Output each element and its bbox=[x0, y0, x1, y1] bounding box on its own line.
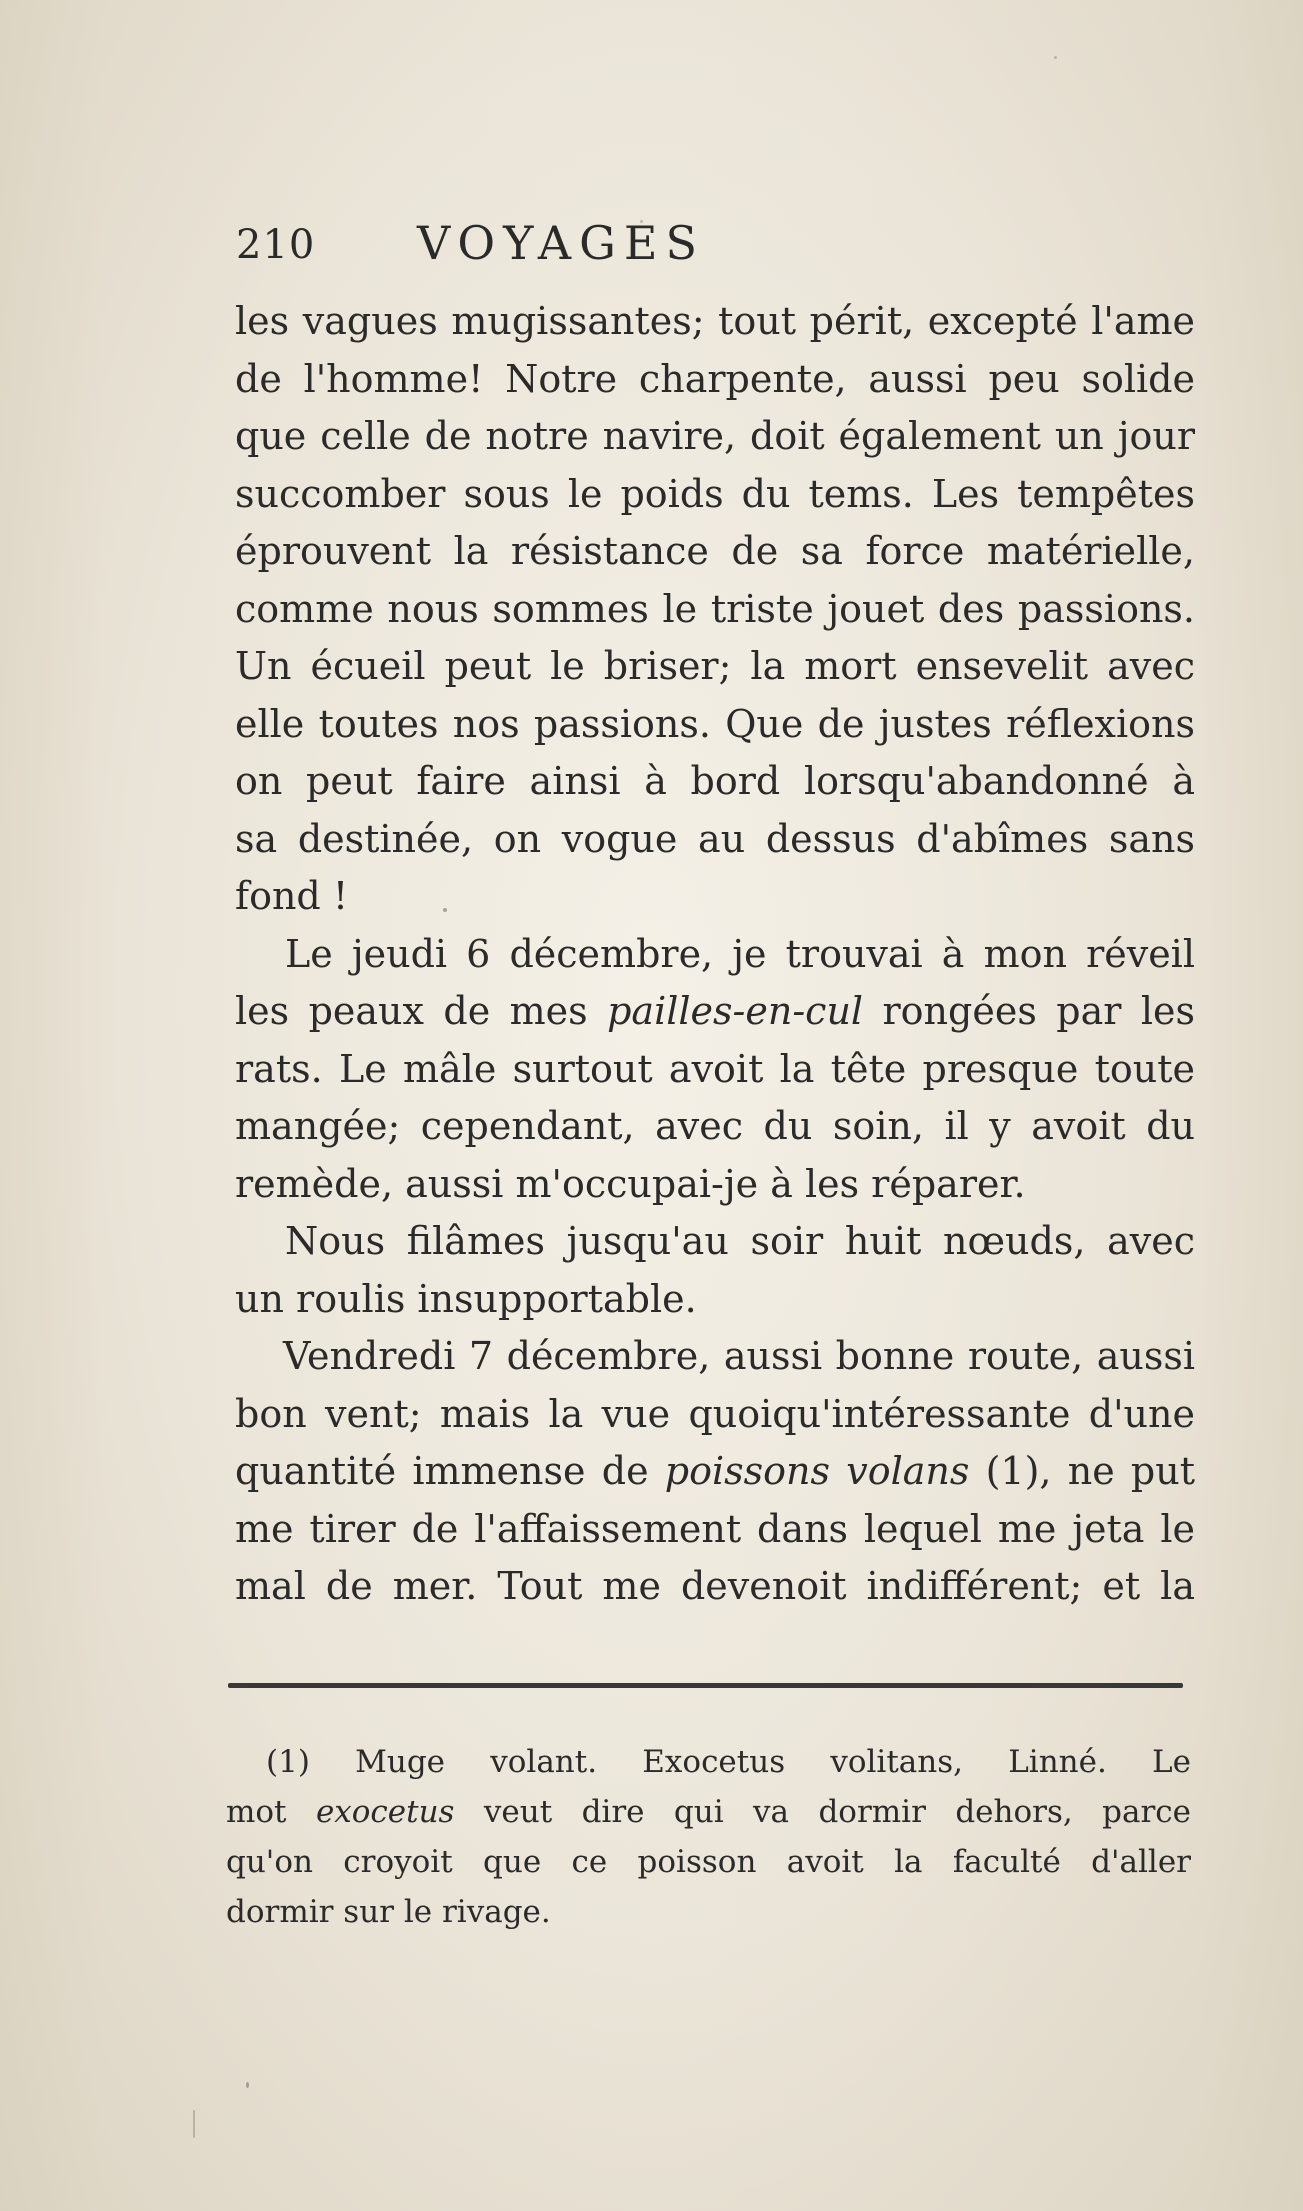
italic-term: poissons volans bbox=[664, 1449, 970, 1493]
text-line: éprouvent la résistance de sa force matérielle, bbox=[235, 529, 1195, 573]
text-line: Nous filâmes jusqu'au soir huit nœuds, avec bbox=[285, 1219, 1195, 1263]
running-head: VOYAGES bbox=[417, 216, 705, 270]
text-line: me tirer de l'affaissement dans lequel me jeta le bbox=[235, 1506, 1195, 1551]
page-header bbox=[236, 216, 886, 276]
text-fragment: veut dire qui va dormir dehors, parce bbox=[454, 1794, 1191, 1830]
text-line: un roulis insupportable. bbox=[235, 1276, 697, 1321]
text-line: comme nous sommes le triste jouet des passions. bbox=[235, 586, 1195, 631]
text-line: Un écueil peut le briser; la mort ensevelit avec bbox=[235, 644, 1195, 688]
footnote bbox=[226, 1737, 1191, 1937]
paper-speck bbox=[193, 2110, 195, 2138]
text-line: remède, aussi m'occupai-je à les réparer. bbox=[235, 1161, 1026, 1206]
text-line bbox=[235, 1443, 1195, 1501]
text-line: mangée; cependant, avec du soin, il y avoit du bbox=[235, 1104, 1195, 1148]
text-line: on peut faire ainsi à bord lorsqu'abandonné à bbox=[235, 759, 1195, 803]
paper-speck bbox=[443, 908, 447, 912]
text-fragment: mot bbox=[226, 1794, 316, 1830]
text-fragment: quantité immense de bbox=[235, 1449, 665, 1493]
text-line: bon vent; mais la vue quoiqu'intéressante d'une bbox=[235, 1391, 1195, 1436]
text-line: succomber sous le poids du tems. Les tempêtes bbox=[235, 471, 1195, 516]
text-line: les vagues mugissantes; tout périt, excepté l'ame bbox=[235, 299, 1195, 343]
footnote-line: (1) Muge volant. Exocetus volitans, Linné. Le bbox=[266, 1744, 1191, 1780]
text-line: Le jeudi 6 décembre, je trouvai à mon réveil bbox=[285, 931, 1195, 976]
footnote-line: dormir sur le rivage. bbox=[226, 1894, 551, 1930]
text-line: que celle de notre navire, doit également un jour bbox=[235, 414, 1195, 458]
footnote-line bbox=[226, 1787, 1191, 1837]
text-line: de l'homme! Notre charpente, aussi peu solide bbox=[235, 356, 1195, 401]
page-number: 210 bbox=[236, 222, 316, 268]
body-text bbox=[235, 293, 1195, 1616]
footnote-line: qu'on croyoit que ce poisson avoit la faculté d'aller bbox=[226, 1844, 1191, 1880]
italic-term: exocetus bbox=[315, 1794, 455, 1830]
paper-speck bbox=[246, 2082, 249, 2088]
text-line: rats. Le mâle surtout avoit la tête presque toute bbox=[235, 1046, 1195, 1091]
text-fragment: les peaux de mes bbox=[235, 989, 608, 1033]
text-line: mal de mer. Tout me devenoit indifférent; et la bbox=[235, 1564, 1195, 1608]
text-fragment: rongées par les bbox=[863, 989, 1195, 1033]
paper-speck bbox=[640, 220, 643, 223]
text-line: fond ! bbox=[235, 874, 349, 918]
text-line: elle toutes nos passions. Que de justes réflexions bbox=[235, 701, 1195, 746]
text-line bbox=[235, 983, 1195, 1041]
text-line: sa destinée, on vogue au dessus d'abîmes sans bbox=[235, 816, 1195, 861]
paper-speck bbox=[1054, 56, 1057, 59]
text-fragment: (1), ne put bbox=[969, 1449, 1195, 1493]
footnote-rule bbox=[228, 1683, 1183, 1688]
text-line: Vendredi 7 décembre, aussi bonne route, aussi bbox=[283, 1334, 1195, 1378]
italic-term: pailles-en-cul bbox=[607, 989, 864, 1033]
